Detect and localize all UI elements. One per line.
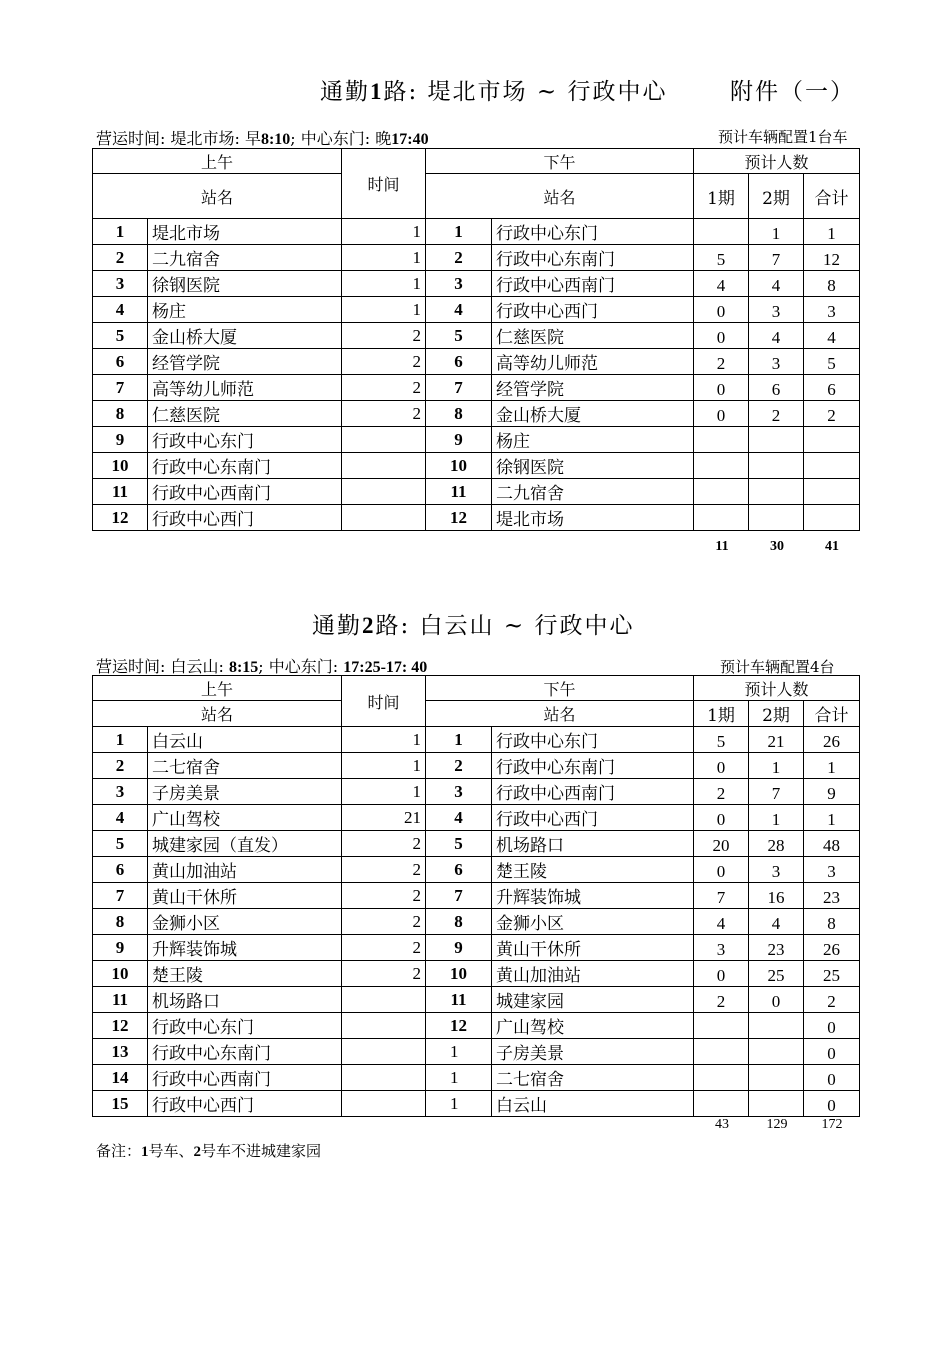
stop-number-pm: 10	[426, 961, 492, 987]
total-phase1: 43	[715, 1117, 729, 1132]
total-count: 5	[804, 349, 860, 375]
header-phase1: 1期	[694, 701, 749, 727]
table-row	[93, 1065, 860, 1091]
phase2-count: 3	[749, 297, 804, 323]
stop-number-pm: 9	[426, 427, 492, 453]
total-count: 8	[804, 909, 860, 935]
phase2-count	[749, 479, 804, 505]
am-station-name: 经管学院	[148, 349, 342, 375]
phase1-count	[694, 479, 749, 505]
pm-station-name: 城建家园	[492, 987, 694, 1013]
phase2-count: 21	[749, 727, 804, 753]
am-station-name: 行政中心东门	[148, 427, 342, 453]
phase1-count: 7	[694, 883, 749, 909]
pm-station-name: 杨庄	[492, 427, 694, 453]
am-station-name: 高等幼儿师范	[148, 375, 342, 401]
stop-number: 11	[93, 987, 148, 1013]
table-row	[93, 883, 860, 909]
total-sum: 172	[821, 1117, 843, 1132]
total-phase2: 30	[770, 539, 784, 554]
stop-number-pm: 8	[426, 401, 492, 427]
phase2-count: 6	[749, 375, 804, 401]
stop-number: 8	[93, 909, 148, 935]
phase2-count	[749, 1013, 804, 1039]
total-count: 0	[804, 1013, 860, 1039]
pm-station-name: 二七宿舍	[492, 1065, 694, 1091]
total-sum: 41	[825, 539, 839, 554]
stop-number-pm: 12	[426, 1013, 492, 1039]
phase2-count: 3	[749, 857, 804, 883]
phase1-count	[694, 427, 749, 453]
am-station-name: 行政中心西门	[148, 1091, 342, 1117]
phase1-count: 0	[694, 323, 749, 349]
phase2-count	[749, 505, 804, 531]
am-station-name: 子房美景	[148, 779, 342, 805]
table-row	[93, 857, 860, 883]
stop-number: 14	[93, 1065, 148, 1091]
stop-number-pm: 6	[426, 857, 492, 883]
header-time: 时间	[342, 676, 426, 727]
pm-station-name: 子房美景	[492, 1039, 694, 1065]
stop-number-pm: 5	[426, 323, 492, 349]
departure-time: 2	[342, 401, 426, 427]
table-row	[93, 727, 860, 753]
departure-time	[342, 427, 426, 453]
stop-number: 3	[93, 779, 148, 805]
stop-number: 3	[93, 271, 148, 297]
phase1-count	[694, 219, 749, 245]
pm-station-name: 行政中心东南门	[492, 753, 694, 779]
phase2-count: 23	[749, 935, 804, 961]
stop-number-pm: 2	[426, 753, 492, 779]
stop-number-pm: 5	[426, 831, 492, 857]
am-station-name: 楚王陵	[148, 961, 342, 987]
stop-number-pm: 6	[426, 349, 492, 375]
table-row	[93, 831, 860, 857]
phase2-count: 4	[749, 909, 804, 935]
pm-station-name: 行政中心东南门	[492, 245, 694, 271]
phase2-count: 4	[749, 323, 804, 349]
pm-station-name: 经管学院	[492, 375, 694, 401]
stop-number-pm: 10	[426, 453, 492, 479]
pm-station-name: 行政中心西南门	[492, 271, 694, 297]
am-station-name: 行政中心西南门	[148, 1065, 342, 1091]
departure-time	[342, 1013, 426, 1039]
pm-station-name: 金山桥大厦	[492, 401, 694, 427]
am-station-name: 升辉装饰城	[148, 935, 342, 961]
total-count: 23	[804, 883, 860, 909]
departure-time: 1	[342, 297, 426, 323]
phase2-count: 16	[749, 883, 804, 909]
am-station-name: 行政中心东门	[148, 1013, 342, 1039]
phase1-count: 0	[694, 401, 749, 427]
pm-station-name: 机场路口	[492, 831, 694, 857]
total-count	[804, 427, 860, 453]
departure-time	[342, 1039, 426, 1065]
total-count: 26	[804, 727, 860, 753]
stop-number: 13	[93, 1039, 148, 1065]
pm-station-name: 行政中心西门	[492, 805, 694, 831]
stop-number-pm: 4	[426, 805, 492, 831]
pm-station-name: 二九宿舍	[492, 479, 694, 505]
phase1-count: 0	[694, 961, 749, 987]
stop-number: 8	[93, 401, 148, 427]
am-station-name: 杨庄	[148, 297, 342, 323]
am-station-name: 金狮小区	[148, 909, 342, 935]
stop-number: 11	[93, 479, 148, 505]
phase1-count	[694, 1039, 749, 1065]
pm-station-name: 行政中心东门	[492, 219, 694, 245]
header-pm: 下午	[426, 676, 694, 701]
pm-station-name: 黄山干休所	[492, 935, 694, 961]
table-row	[93, 479, 860, 505]
phase2-count: 2	[749, 401, 804, 427]
attachment-label: 附件（一）	[730, 79, 855, 105]
pm-station-name: 徐钢医院	[492, 453, 694, 479]
am-station-name: 二九宿舍	[148, 245, 342, 271]
route1-operating-hours: 营运时间: 堤北市场: 早8:10; 中心东门: 晚17:40	[96, 129, 429, 148]
am-station-name: 机场路口	[148, 987, 342, 1013]
table-row	[93, 323, 860, 349]
route2-operating-hours: 营运时间: 白云山: 8:15; 中心东门: 17:25-17: 40	[96, 657, 428, 676]
departure-time: 2	[342, 857, 426, 883]
header-am: 上午	[93, 149, 342, 174]
route1-schedule-table	[92, 148, 860, 531]
total-count: 6	[804, 375, 860, 401]
phase1-count: 4	[694, 271, 749, 297]
header-total: 合计	[804, 174, 860, 219]
phase1-count: 4	[694, 909, 749, 935]
departure-time: 2	[342, 323, 426, 349]
total-count	[804, 505, 860, 531]
departure-time: 1	[342, 245, 426, 271]
total-count	[804, 453, 860, 479]
header-station-pm: 站名	[426, 174, 694, 219]
stop-number-pm: 11	[426, 987, 492, 1013]
stop-number: 12	[93, 1013, 148, 1039]
departure-time: 2	[342, 961, 426, 987]
total-count: 0	[804, 1065, 860, 1091]
table-row	[93, 505, 860, 531]
total-count: 0	[804, 1039, 860, 1065]
table-row	[93, 453, 860, 479]
departure-time: 1	[342, 727, 426, 753]
header-time: 时间	[342, 149, 426, 219]
stop-number-pm: 12	[426, 505, 492, 531]
phase1-count	[694, 1091, 749, 1117]
am-station-name: 行政中心西门	[148, 505, 342, 531]
stop-number: 6	[93, 857, 148, 883]
phase2-count	[749, 427, 804, 453]
total-count: 3	[804, 297, 860, 323]
phase1-count	[694, 453, 749, 479]
header-total: 合计	[804, 701, 860, 727]
pm-station-name: 行政中心西南门	[492, 779, 694, 805]
table-row	[93, 1039, 860, 1065]
phase1-count: 5	[694, 245, 749, 271]
departure-time: 1	[342, 753, 426, 779]
departure-time: 2	[342, 375, 426, 401]
phase1-count: 0	[694, 753, 749, 779]
total-count: 8	[804, 271, 860, 297]
departure-time	[342, 1091, 426, 1117]
table-row	[93, 271, 860, 297]
header-station-am: 站名	[93, 174, 342, 219]
stop-number: 6	[93, 349, 148, 375]
am-station-name: 徐钢医院	[148, 271, 342, 297]
phase2-count: 1	[749, 219, 804, 245]
table-row	[93, 297, 860, 323]
header-phase1: 1期	[694, 174, 749, 219]
pm-station-name: 堤北市场	[492, 505, 694, 531]
stop-number-pm: 3	[426, 271, 492, 297]
phase1-count: 20	[694, 831, 749, 857]
total-count: 2	[804, 987, 860, 1013]
total-count: 12	[804, 245, 860, 271]
departure-time	[342, 453, 426, 479]
phase2-count: 1	[749, 753, 804, 779]
table-row	[93, 753, 860, 779]
departure-time: 1	[342, 219, 426, 245]
header-phase2: 2期	[749, 174, 804, 219]
am-station-name: 二七宿舍	[148, 753, 342, 779]
pm-station-name: 金狮小区	[492, 909, 694, 935]
stop-number-pm: 7	[426, 375, 492, 401]
header-estimated-riders: 预计人数	[694, 149, 860, 174]
total-count: 4	[804, 323, 860, 349]
departure-time: 2	[342, 909, 426, 935]
pm-station-name: 仁慈医院	[492, 323, 694, 349]
phase2-count	[749, 453, 804, 479]
table-row	[93, 219, 860, 245]
departure-time	[342, 987, 426, 1013]
table-row	[93, 349, 860, 375]
stop-number-pm: 2	[426, 245, 492, 271]
total-count: 0	[804, 1091, 860, 1117]
stop-number-pm: 4	[426, 297, 492, 323]
am-station-name: 行政中心东南门	[148, 1039, 342, 1065]
pm-station-name: 黄山加油站	[492, 961, 694, 987]
stop-number-pm: 8	[426, 909, 492, 935]
table-row	[93, 909, 860, 935]
pm-station-name: 白云山	[492, 1091, 694, 1117]
phase1-count: 0	[694, 805, 749, 831]
phase1-count: 0	[694, 375, 749, 401]
phase2-count	[749, 1091, 804, 1117]
phase1-count	[694, 505, 749, 531]
stop-number-pm: 1	[426, 727, 492, 753]
am-station-name: 行政中心东南门	[148, 453, 342, 479]
stop-number-pm: 1	[426, 1065, 492, 1091]
header-pm: 下午	[426, 149, 694, 174]
pm-station-name: 行政中心东门	[492, 727, 694, 753]
stop-number: 9	[93, 427, 148, 453]
phase2-count	[749, 1039, 804, 1065]
table-row	[93, 779, 860, 805]
stop-number: 1	[93, 727, 148, 753]
stop-number-pm: 1	[426, 219, 492, 245]
phase2-count: 7	[749, 779, 804, 805]
phase1-count: 2	[694, 349, 749, 375]
am-station-name: 行政中心西南门	[148, 479, 342, 505]
departure-time: 21	[342, 805, 426, 831]
table-row	[93, 1013, 860, 1039]
departure-time: 1	[342, 271, 426, 297]
departure-time: 2	[342, 349, 426, 375]
stop-number: 10	[93, 453, 148, 479]
table-row	[93, 427, 860, 453]
table-row	[93, 245, 860, 271]
stop-number: 7	[93, 883, 148, 909]
total-count: 48	[804, 831, 860, 857]
route2-vehicle-config: 预计车辆配置4台	[720, 658, 835, 676]
stop-number-pm: 1	[426, 1091, 492, 1117]
am-station-name: 广山驾校	[148, 805, 342, 831]
stop-number: 2	[93, 245, 148, 271]
phase1-count	[694, 1013, 749, 1039]
stop-number: 12	[93, 505, 148, 531]
phase1-count: 3	[694, 935, 749, 961]
phase1-count: 5	[694, 727, 749, 753]
header-estimated-riders: 预计人数	[694, 676, 860, 701]
stop-number-pm: 11	[426, 479, 492, 505]
total-count: 25	[804, 961, 860, 987]
pm-station-name: 楚王陵	[492, 857, 694, 883]
total-count: 26	[804, 935, 860, 961]
departure-time	[342, 479, 426, 505]
phase2-count	[749, 1065, 804, 1091]
table-row	[93, 375, 860, 401]
header-station-am: 站名	[93, 701, 342, 727]
stop-number: 7	[93, 375, 148, 401]
departure-time: 1	[342, 779, 426, 805]
total-count: 3	[804, 857, 860, 883]
departure-time: 2	[342, 831, 426, 857]
table-row	[93, 987, 860, 1013]
total-phase2: 129	[766, 1117, 788, 1132]
header-station-pm: 站名	[426, 701, 694, 727]
am-station-name: 金山桥大厦	[148, 323, 342, 349]
am-station-name: 仁慈医院	[148, 401, 342, 427]
departure-time	[342, 1065, 426, 1091]
remark-note: 备注：1号车、2号车不进城建家园	[96, 1142, 322, 1160]
phase1-count: 2	[694, 779, 749, 805]
phase1-count: 2	[694, 987, 749, 1013]
table-row	[93, 1091, 860, 1117]
phase2-count: 0	[749, 987, 804, 1013]
total-count: 2	[804, 401, 860, 427]
stop-number: 1	[93, 219, 148, 245]
pm-station-name: 广山驾校	[492, 1013, 694, 1039]
total-count	[804, 479, 860, 505]
am-station-name: 白云山	[148, 727, 342, 753]
departure-time: 2	[342, 883, 426, 909]
stop-number: 4	[93, 297, 148, 323]
pm-station-name: 高等幼儿师范	[492, 349, 694, 375]
total-phase1: 11	[715, 539, 729, 554]
stop-number: 2	[93, 753, 148, 779]
stop-number: 15	[93, 1091, 148, 1117]
header-phase2: 2期	[749, 701, 804, 727]
am-station-name: 堤北市场	[148, 219, 342, 245]
phase2-count: 7	[749, 245, 804, 271]
phase1-count: 0	[694, 857, 749, 883]
table-row	[93, 805, 860, 831]
am-station-name: 城建家园（直发）	[148, 831, 342, 857]
header-am: 上午	[93, 676, 342, 701]
stop-number: 4	[93, 805, 148, 831]
stop-number: 5	[93, 323, 148, 349]
phase2-count: 1	[749, 805, 804, 831]
pm-station-name: 升辉装饰城	[492, 883, 694, 909]
total-count: 9	[804, 779, 860, 805]
total-count: 1	[804, 753, 860, 779]
stop-number-pm: 1	[426, 1039, 492, 1065]
phase2-count: 4	[749, 271, 804, 297]
total-count: 1	[804, 219, 860, 245]
pm-station-name: 行政中心西门	[492, 297, 694, 323]
departure-time	[342, 505, 426, 531]
total-count: 1	[804, 805, 860, 831]
route2-schedule-table	[92, 675, 860, 1117]
route2-title: 通勤2路: 白云山 ~ 行政中心	[312, 613, 635, 639]
phase2-count: 3	[749, 349, 804, 375]
stop-number: 9	[93, 935, 148, 961]
stop-number-pm: 3	[426, 779, 492, 805]
stop-number: 5	[93, 831, 148, 857]
route1-vehicle-config: 预计车辆配置1台车	[718, 128, 848, 146]
departure-time: 2	[342, 935, 426, 961]
route1-title: 通勤1路: 堤北市场 ~ 行政中心	[320, 79, 668, 105]
table-row	[93, 401, 860, 427]
phase2-count: 28	[749, 831, 804, 857]
am-station-name: 黄山干休所	[148, 883, 342, 909]
phase1-count: 0	[694, 297, 749, 323]
stop-number: 10	[93, 961, 148, 987]
table-row	[93, 935, 860, 961]
table-row	[93, 961, 860, 987]
phase1-count	[694, 1065, 749, 1091]
stop-number-pm: 9	[426, 935, 492, 961]
stop-number-pm: 7	[426, 883, 492, 909]
phase2-count: 25	[749, 961, 804, 987]
am-station-name: 黄山加油站	[148, 857, 342, 883]
